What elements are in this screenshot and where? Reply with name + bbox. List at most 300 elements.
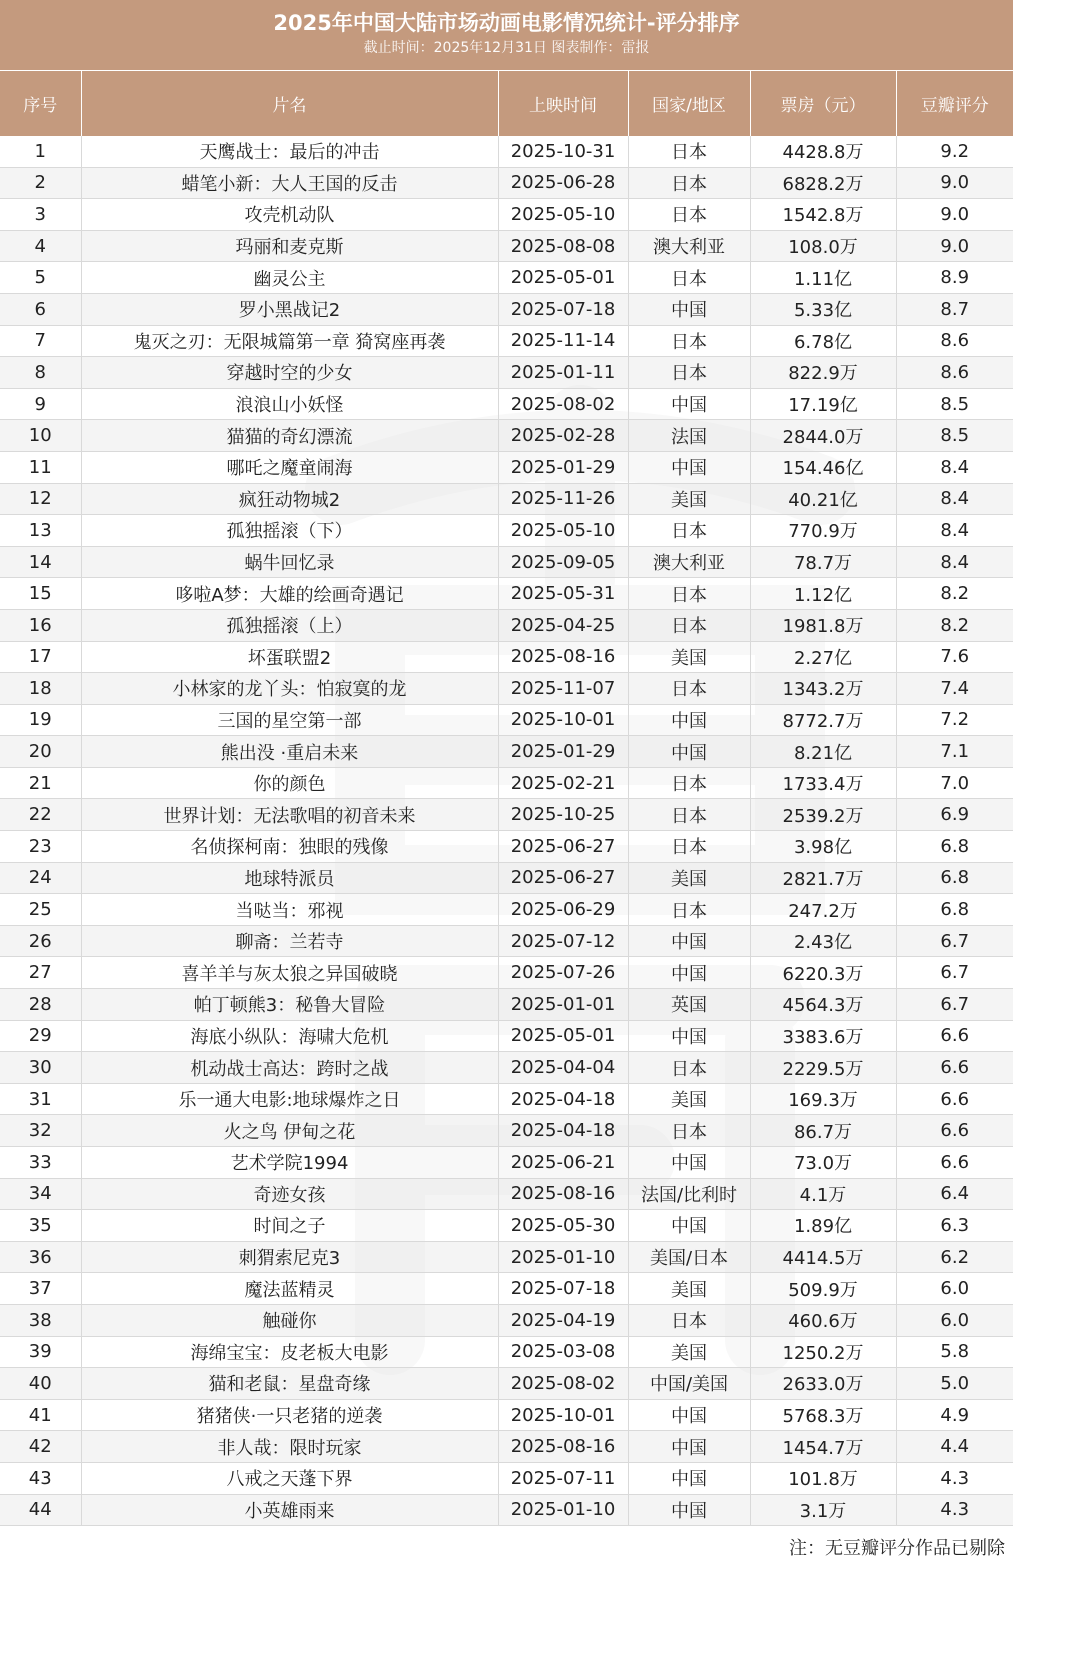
- table-row: [0, 767, 1013, 799]
- cell-col-country: 美国: [628, 862, 750, 894]
- cell-col-index: 31: [0, 1083, 81, 1115]
- cell-col-country: 中国/美国: [628, 1368, 750, 1400]
- cell-col-index: 43: [0, 1462, 81, 1494]
- cell-col-box-office: 3383.6万: [750, 1020, 896, 1052]
- cell-col-country: 日本: [628, 767, 750, 799]
- cell-col-box-office: 4414.5万: [750, 1241, 896, 1273]
- cell-col-title: 疯狂动物城2: [81, 483, 498, 515]
- cell-col-index: 29: [0, 1020, 81, 1052]
- cell-col-title: 奇迹女孩: [81, 1178, 498, 1210]
- cell-col-index: 23: [0, 831, 81, 863]
- table-row: [0, 1336, 1013, 1368]
- cell-col-box-office: 73.0万: [750, 1147, 896, 1179]
- cell-col-douban-score: 8.2: [896, 609, 1013, 641]
- cell-col-country: 中国: [628, 1147, 750, 1179]
- table-row: [0, 388, 1013, 420]
- cell-col-release-date: 2025-01-29: [498, 451, 628, 483]
- table-row: [0, 1494, 1013, 1526]
- header-col-release-date: 上映时间: [498, 71, 628, 136]
- cell-col-title: 你的颜色: [81, 767, 498, 799]
- cell-col-release-date: 2025-06-28: [498, 167, 628, 199]
- header-col-title: 片名: [81, 71, 498, 136]
- cell-col-douban-score: 8.7: [896, 293, 1013, 325]
- table-row: [0, 799, 1013, 831]
- cell-col-douban-score: 4.9: [896, 1399, 1013, 1431]
- cell-col-country: 中国: [628, 736, 750, 768]
- cell-col-title: 孤独摇滚（下）: [81, 515, 498, 547]
- chart-title: 2025年中国大陆市场动画电影情况统计-评分排序: [273, 11, 740, 35]
- cell-col-release-date: 2025-04-18: [498, 1083, 628, 1115]
- cell-col-title: 当哒当：邪视: [81, 894, 498, 926]
- cell-col-index: 6: [0, 293, 81, 325]
- cell-col-box-office: 78.7万: [750, 546, 896, 578]
- table-row: [0, 989, 1013, 1021]
- cell-col-release-date: 2025-06-21: [498, 1147, 628, 1179]
- cell-col-douban-score: 6.4: [896, 1178, 1013, 1210]
- cell-col-country: 日本: [628, 831, 750, 863]
- table-row: [0, 167, 1013, 199]
- table-row: [0, 1052, 1013, 1084]
- cell-col-release-date: 2025-11-14: [498, 325, 628, 357]
- cell-col-release-date: 2025-08-16: [498, 1178, 628, 1210]
- cell-col-douban-score: 6.7: [896, 989, 1013, 1021]
- cell-col-release-date: 2025-01-10: [498, 1241, 628, 1273]
- cell-col-index: 25: [0, 894, 81, 926]
- cell-col-douban-score: 6.8: [896, 894, 1013, 926]
- cell-col-country: 日本: [628, 1052, 750, 1084]
- cell-col-release-date: 2025-02-28: [498, 420, 628, 452]
- cell-col-index: 3: [0, 199, 81, 231]
- cell-col-title: 穿越时空的少女: [81, 357, 498, 389]
- cell-col-title: 攻壳机动队: [81, 199, 498, 231]
- cell-col-index: 30: [0, 1052, 81, 1084]
- table-row: [0, 1241, 1013, 1273]
- cell-col-title: 帕丁顿熊3：秘鲁大冒险: [81, 989, 498, 1021]
- cell-col-country: 中国: [628, 957, 750, 989]
- cell-col-title: 火之鸟 伊甸之花: [81, 1115, 498, 1147]
- cell-col-title: 幽灵公主: [81, 262, 498, 294]
- cell-col-index: 34: [0, 1178, 81, 1210]
- cell-col-title: 喜羊羊与灰太狼之异国破晓: [81, 957, 498, 989]
- cell-col-box-office: 460.6万: [750, 1304, 896, 1336]
- cell-col-box-office: 17.19亿: [750, 388, 896, 420]
- table-row: [0, 578, 1013, 610]
- cell-col-release-date: 2025-04-04: [498, 1052, 628, 1084]
- cell-col-country: 日本: [628, 894, 750, 926]
- cell-col-douban-score: 7.2: [896, 704, 1013, 736]
- cell-col-title: 鬼灭之刃：无限城篇第一章 猗窝座再袭: [81, 325, 498, 357]
- cell-col-douban-score: 4.3: [896, 1462, 1013, 1494]
- cell-col-release-date: 2025-07-26: [498, 957, 628, 989]
- cell-col-box-office: 1343.2万: [750, 673, 896, 705]
- cell-col-douban-score: 8.4: [896, 546, 1013, 578]
- cell-col-release-date: 2025-05-10: [498, 515, 628, 547]
- cell-col-index: 33: [0, 1147, 81, 1179]
- cell-col-release-date: 2025-07-18: [498, 293, 628, 325]
- cell-col-index: 16: [0, 609, 81, 641]
- cell-col-title: 玛丽和麦克斯: [81, 230, 498, 262]
- cell-col-box-office: 86.7万: [750, 1115, 896, 1147]
- table-row: [0, 1115, 1013, 1147]
- chart-subtitle: 截止时间：2025年12月31日 图表制作：雷报: [363, 40, 650, 56]
- cell-col-release-date: 2025-09-05: [498, 546, 628, 578]
- cell-col-douban-score: 8.4: [896, 515, 1013, 547]
- header-col-douban-score: 豆瓣评分: [896, 71, 1013, 136]
- table-row: [0, 1083, 1013, 1115]
- table-row: [0, 262, 1013, 294]
- cell-col-release-date: 2025-07-11: [498, 1462, 628, 1494]
- cell-col-country: 日本: [628, 136, 750, 167]
- cell-col-country: 日本: [628, 578, 750, 610]
- cell-col-index: 9: [0, 388, 81, 420]
- table-body: [0, 136, 1013, 1526]
- cell-col-box-office: 2821.7万: [750, 862, 896, 894]
- cell-col-title: 非人哉：限时玩家: [81, 1431, 498, 1463]
- cell-col-index: 36: [0, 1241, 81, 1273]
- cell-col-box-office: 101.8万: [750, 1462, 896, 1494]
- cell-col-douban-score: 7.0: [896, 767, 1013, 799]
- cell-col-box-office: 1.11亿: [750, 262, 896, 294]
- table-row: [0, 1399, 1013, 1431]
- cell-col-country: 日本: [628, 515, 750, 547]
- table-row: [0, 862, 1013, 894]
- cell-col-box-office: 1542.8万: [750, 199, 896, 231]
- cell-col-index: 38: [0, 1304, 81, 1336]
- cell-col-country: 美国: [628, 641, 750, 673]
- cell-col-douban-score: 6.8: [896, 862, 1013, 894]
- chart-header: [0, 0, 1013, 70]
- cell-col-country: 英国: [628, 989, 750, 1021]
- cell-col-release-date: 2025-08-16: [498, 1431, 628, 1463]
- table-row: [0, 704, 1013, 736]
- cell-col-douban-score: 9.0: [896, 230, 1013, 262]
- cell-col-box-office: 3.98亿: [750, 831, 896, 863]
- cell-col-douban-score: 6.6: [896, 1083, 1013, 1115]
- cell-col-country: 美国: [628, 1273, 750, 1305]
- cell-col-box-office: 1454.7万: [750, 1431, 896, 1463]
- table-row: [0, 1020, 1013, 1052]
- cell-col-country: 法国: [628, 420, 750, 452]
- cell-col-country: 日本: [628, 262, 750, 294]
- cell-col-douban-score: 6.7: [896, 925, 1013, 957]
- cell-col-index: 35: [0, 1210, 81, 1242]
- table-row: [0, 831, 1013, 863]
- cell-col-box-office: 770.9万: [750, 515, 896, 547]
- cell-col-country: 美国: [628, 1083, 750, 1115]
- cell-col-douban-score: 6.9: [896, 799, 1013, 831]
- cell-col-title: 时间之子: [81, 1210, 498, 1242]
- cell-col-country: 中国: [628, 388, 750, 420]
- cell-col-index: 13: [0, 515, 81, 547]
- cell-col-country: 中国: [628, 925, 750, 957]
- header-col-index: 序号: [0, 71, 81, 136]
- cell-col-douban-score: 6.0: [896, 1304, 1013, 1336]
- cell-col-title: 熊出没 ·重启未来: [81, 736, 498, 768]
- cell-col-box-office: 247.2万: [750, 894, 896, 926]
- table-header-row: [0, 71, 1013, 136]
- cell-col-douban-score: 8.9: [896, 262, 1013, 294]
- cell-col-index: 7: [0, 325, 81, 357]
- cell-col-title: 乐一通大电影:地球爆炸之日: [81, 1083, 498, 1115]
- cell-col-box-office: 822.9万: [750, 357, 896, 389]
- cell-col-release-date: 2025-04-25: [498, 609, 628, 641]
- cell-col-country: 日本: [628, 199, 750, 231]
- cell-col-release-date: 2025-11-26: [498, 483, 628, 515]
- cell-col-country: 美国: [628, 1336, 750, 1368]
- header-col-box-office: 票房（元）: [750, 71, 896, 136]
- cell-col-douban-score: 5.0: [896, 1368, 1013, 1400]
- cell-col-title: 猪猪侠·一只老猪的逆袭: [81, 1399, 498, 1431]
- cell-col-index: 41: [0, 1399, 81, 1431]
- cell-col-title: 猫猫的奇幻漂流: [81, 420, 498, 452]
- cell-col-index: 2: [0, 167, 81, 199]
- footer-note: 注：无豆瓣评分作品已剔除: [789, 1538, 1005, 1559]
- header-col-country: 国家/地区: [628, 71, 750, 136]
- cell-col-title: 世界计划：无法歌唱的初音未来: [81, 799, 498, 831]
- table-row: [0, 136, 1013, 167]
- cell-col-release-date: 2025-05-31: [498, 578, 628, 610]
- cell-col-title: 触碰你: [81, 1304, 498, 1336]
- cell-col-box-office: 169.3万: [750, 1083, 896, 1115]
- cell-col-release-date: 2025-01-11: [498, 357, 628, 389]
- cell-col-box-office: 1981.8万: [750, 609, 896, 641]
- cell-col-release-date: 2025-10-25: [498, 799, 628, 831]
- cell-col-index: 15: [0, 578, 81, 610]
- table-row: [0, 1147, 1013, 1179]
- cell-col-douban-score: 6.6: [896, 1052, 1013, 1084]
- cell-col-title: 蜡笔小新：大人王国的反击: [81, 167, 498, 199]
- cell-col-box-office: 2.43亿: [750, 925, 896, 957]
- cell-col-index: 39: [0, 1336, 81, 1368]
- cell-col-box-office: 154.46亿: [750, 451, 896, 483]
- table-row: [0, 1178, 1013, 1210]
- cell-col-release-date: 2025-08-16: [498, 641, 628, 673]
- table-row: [0, 515, 1013, 547]
- cell-col-title: 小林家的龙丫头：怕寂寞的龙: [81, 673, 498, 705]
- cell-col-release-date: 2025-05-30: [498, 1210, 628, 1242]
- table-row: [0, 230, 1013, 262]
- cell-col-country: 日本: [628, 167, 750, 199]
- cell-col-release-date: 2025-04-18: [498, 1115, 628, 1147]
- cell-col-release-date: 2025-08-02: [498, 388, 628, 420]
- cell-col-title: 三国的星空第一部: [81, 704, 498, 736]
- table-row: [0, 925, 1013, 957]
- cell-col-country: 中国: [628, 1431, 750, 1463]
- cell-col-box-office: 3.1万: [750, 1494, 896, 1526]
- cell-col-box-office: 2539.2万: [750, 799, 896, 831]
- cell-col-country: 中国: [628, 1210, 750, 1242]
- cell-col-box-office: 4564.3万: [750, 989, 896, 1021]
- cell-col-release-date: 2025-03-08: [498, 1336, 628, 1368]
- cell-col-index: 20: [0, 736, 81, 768]
- cell-col-country: 美国/日本: [628, 1241, 750, 1273]
- cell-col-title: 坏蛋联盟2: [81, 641, 498, 673]
- cell-col-douban-score: 8.4: [896, 483, 1013, 515]
- cell-col-douban-score: 6.8: [896, 831, 1013, 863]
- cell-col-country: 中国: [628, 704, 750, 736]
- cell-col-release-date: 2025-01-10: [498, 1494, 628, 1526]
- cell-col-douban-score: 8.6: [896, 357, 1013, 389]
- cell-col-release-date: 2025-05-01: [498, 262, 628, 294]
- cell-col-box-office: 2229.5万: [750, 1052, 896, 1084]
- cell-col-box-office: 5.33亿: [750, 293, 896, 325]
- table-row: [0, 451, 1013, 483]
- cell-col-box-office: 108.0万: [750, 230, 896, 262]
- cell-col-index: 22: [0, 799, 81, 831]
- cell-col-title: 海绵宝宝：皮老板大电影: [81, 1336, 498, 1368]
- cell-col-index: 32: [0, 1115, 81, 1147]
- cell-col-country: 日本: [628, 325, 750, 357]
- cell-col-box-office: 4428.8万: [750, 136, 896, 167]
- cell-col-box-office: 1.12亿: [750, 578, 896, 610]
- cell-col-index: 1: [0, 136, 81, 167]
- cell-col-country: 日本: [628, 1115, 750, 1147]
- cell-col-country: 中国: [628, 1462, 750, 1494]
- cell-col-box-office: 509.9万: [750, 1273, 896, 1305]
- cell-col-douban-score: 7.4: [896, 673, 1013, 705]
- cell-col-index: 11: [0, 451, 81, 483]
- table-row: [0, 894, 1013, 926]
- cell-col-release-date: 2025-08-08: [498, 230, 628, 262]
- table-row: [0, 1462, 1013, 1494]
- cell-col-box-office: 8.21亿: [750, 736, 896, 768]
- cell-col-douban-score: 6.6: [896, 1115, 1013, 1147]
- data-table: [0, 71, 1013, 1526]
- cell-col-release-date: 2025-04-19: [498, 1304, 628, 1336]
- cell-col-douban-score: 6.0: [896, 1273, 1013, 1305]
- cell-col-box-office: 1250.2万: [750, 1336, 896, 1368]
- table-row: [0, 1273, 1013, 1305]
- cell-col-douban-score: 9.0: [896, 199, 1013, 231]
- cell-col-douban-score: 4.3: [896, 1494, 1013, 1526]
- table-row: [0, 483, 1013, 515]
- cell-col-title: 哪吒之魔童闹海: [81, 451, 498, 483]
- cell-col-index: 26: [0, 925, 81, 957]
- cell-col-box-office: 2633.0万: [750, 1368, 896, 1400]
- cell-col-title: 小英雄雨来: [81, 1494, 498, 1526]
- cell-col-index: 21: [0, 767, 81, 799]
- cell-col-country: 澳大利亚: [628, 230, 750, 262]
- cell-col-country: 日本: [628, 1304, 750, 1336]
- cell-col-release-date: 2025-01-01: [498, 989, 628, 1021]
- cell-col-title: 机动战士高达：跨时之战: [81, 1052, 498, 1084]
- cell-col-index: 14: [0, 546, 81, 578]
- cell-col-box-office: 8772.7万: [750, 704, 896, 736]
- cell-col-title: 海底小纵队：海啸大危机: [81, 1020, 498, 1052]
- cell-col-country: 美国: [628, 483, 750, 515]
- cell-col-title: 魔法蓝精灵: [81, 1273, 498, 1305]
- cell-col-index: 12: [0, 483, 81, 515]
- table-row: [0, 546, 1013, 578]
- table-row: [0, 199, 1013, 231]
- cell-col-douban-score: 9.0: [896, 167, 1013, 199]
- cell-col-country: 中国: [628, 293, 750, 325]
- cell-col-douban-score: 9.2: [896, 136, 1013, 167]
- cell-col-title: 罗小黑战记2: [81, 293, 498, 325]
- cell-col-index: 19: [0, 704, 81, 736]
- cell-col-title: 浪浪山小妖怪: [81, 388, 498, 420]
- table-row: [0, 641, 1013, 673]
- cell-col-release-date: 2025-06-29: [498, 894, 628, 926]
- cell-col-country: 日本: [628, 609, 750, 641]
- cell-col-box-office: 40.21亿: [750, 483, 896, 515]
- cell-col-douban-score: 8.2: [896, 578, 1013, 610]
- cell-col-douban-score: 8.5: [896, 420, 1013, 452]
- cell-col-douban-score: 7.6: [896, 641, 1013, 673]
- cell-col-title: 刺猬索尼克3: [81, 1241, 498, 1273]
- cell-col-douban-score: 6.3: [896, 1210, 1013, 1242]
- cell-col-index: 4: [0, 230, 81, 262]
- table-row: [0, 1210, 1013, 1242]
- cell-col-box-office: 1.89亿: [750, 1210, 896, 1242]
- cell-col-release-date: 2025-02-21: [498, 767, 628, 799]
- cell-col-release-date: 2025-05-10: [498, 199, 628, 231]
- cell-col-index: 27: [0, 957, 81, 989]
- cell-col-box-office: 1733.4万: [750, 767, 896, 799]
- cell-col-index: 17: [0, 641, 81, 673]
- cell-col-index: 37: [0, 1273, 81, 1305]
- cell-col-box-office: 2.27亿: [750, 641, 896, 673]
- cell-col-country: 日本: [628, 673, 750, 705]
- cell-col-index: 44: [0, 1494, 81, 1526]
- cell-col-release-date: 2025-01-29: [498, 736, 628, 768]
- table-row: [0, 325, 1013, 357]
- cell-col-release-date: 2025-05-01: [498, 1020, 628, 1052]
- cell-col-douban-score: 8.4: [896, 451, 1013, 483]
- cell-col-title: 哆啦A梦：大雄的绘画奇遇记: [81, 578, 498, 610]
- cell-col-country: 法国/比利时: [628, 1178, 750, 1210]
- table-row: [0, 736, 1013, 768]
- cell-col-release-date: 2025-10-01: [498, 704, 628, 736]
- table-row: [0, 673, 1013, 705]
- cell-col-index: 10: [0, 420, 81, 452]
- cell-col-release-date: 2025-07-18: [498, 1273, 628, 1305]
- table-row: [0, 1431, 1013, 1463]
- table-row: [0, 1304, 1013, 1336]
- cell-col-box-office: 6.78亿: [750, 325, 896, 357]
- table-row: [0, 1368, 1013, 1400]
- cell-col-release-date: 2025-06-27: [498, 831, 628, 863]
- cell-col-index: 5: [0, 262, 81, 294]
- cell-col-index: 28: [0, 989, 81, 1021]
- cell-col-box-office: 6828.2万: [750, 167, 896, 199]
- cell-col-title: 猫和老鼠：星盘奇缘: [81, 1368, 498, 1400]
- cell-col-box-office: 6220.3万: [750, 957, 896, 989]
- cell-col-douban-score: 6.7: [896, 957, 1013, 989]
- cell-col-country: 中国: [628, 1020, 750, 1052]
- cell-col-title: 天鹰战士：最后的冲击: [81, 136, 498, 167]
- table-row: [0, 609, 1013, 641]
- cell-col-title: 八戒之天蓬下界: [81, 1462, 498, 1494]
- cell-col-title: 蜗牛回忆录: [81, 546, 498, 578]
- cell-col-douban-score: 4.4: [896, 1431, 1013, 1463]
- cell-col-release-date: 2025-07-12: [498, 925, 628, 957]
- cell-col-release-date: 2025-11-07: [498, 673, 628, 705]
- table-row: [0, 957, 1013, 989]
- table-row: [0, 420, 1013, 452]
- cell-col-release-date: 2025-06-27: [498, 862, 628, 894]
- cell-col-country: 日本: [628, 357, 750, 389]
- cell-col-title: 孤独摇滚（上）: [81, 609, 498, 641]
- cell-col-country: 中国: [628, 1494, 750, 1526]
- cell-col-douban-score: 8.5: [896, 388, 1013, 420]
- cell-col-country: 澳大利亚: [628, 546, 750, 578]
- cell-col-title: 名侦探柯南：独眼的残像: [81, 831, 498, 863]
- cell-col-index: 42: [0, 1431, 81, 1463]
- table-row: [0, 293, 1013, 325]
- cell-col-douban-score: 5.8: [896, 1336, 1013, 1368]
- cell-col-box-office: 4.1万: [750, 1178, 896, 1210]
